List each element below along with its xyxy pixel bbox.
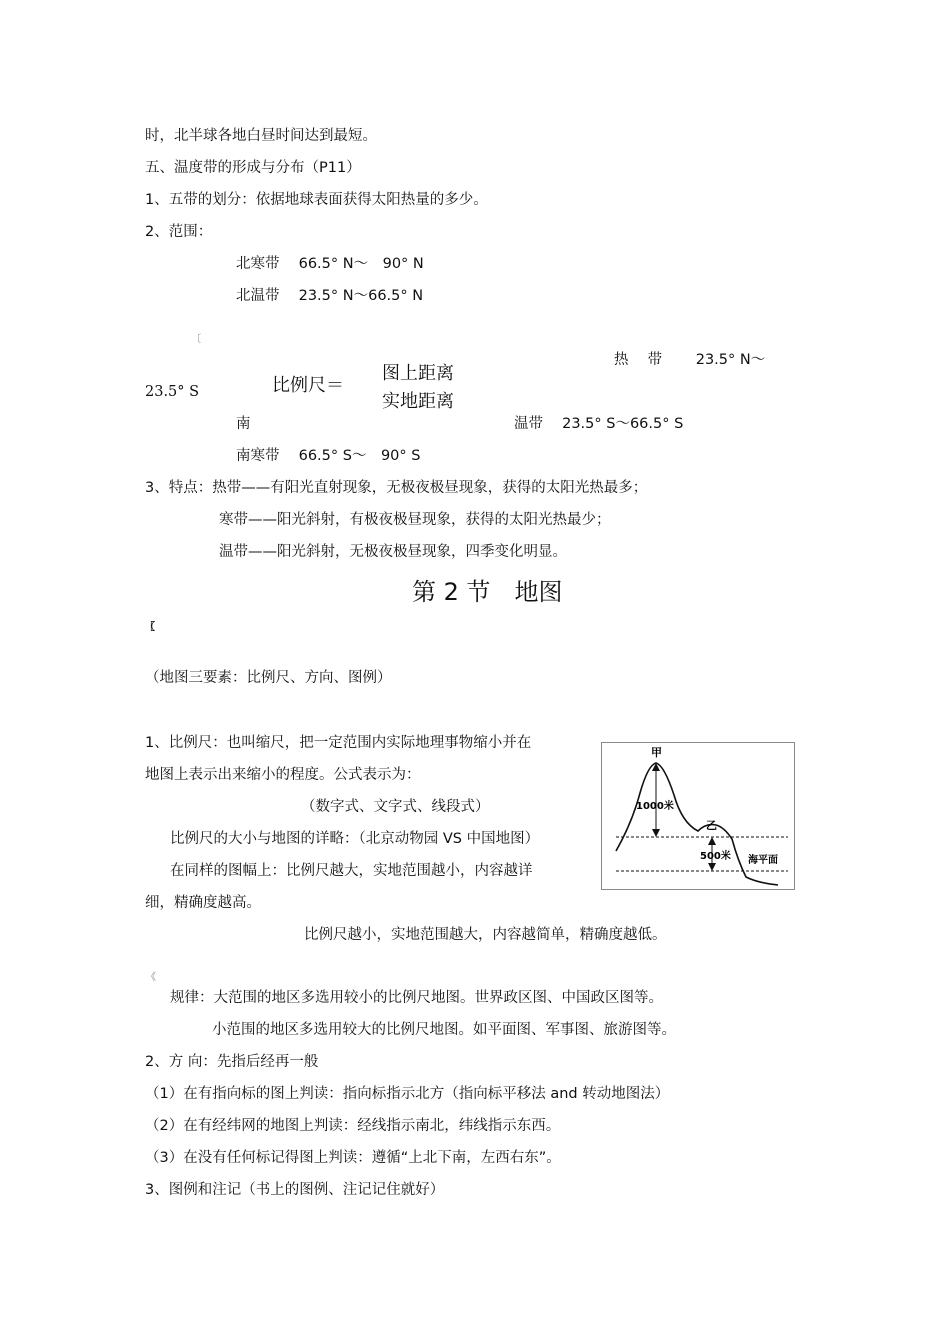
text-line: （3）在没有任何标记得图上判读：遵循“上北下南，左西右东”。: [145, 1150, 561, 1166]
text-line: 1、五带的划分：依据地球表面获得太阳热量的多少。: [145, 192, 488, 208]
text-line: 时，北半球各地白昼时间达到最短。: [145, 128, 377, 144]
text-line: 南: [236, 416, 251, 432]
text-line: 规律：大范围的地区多选用较小的比例尺地图。世界政区图、中国政区图等。: [170, 990, 663, 1006]
zone-south-temperate: 温带 23.5° S～66.5° S: [514, 416, 684, 432]
stray-mark: 《: [146, 972, 156, 983]
text-line: （2）在有经纬网的地图上判读：经线指示南北，纬线指示东西。: [145, 1118, 561, 1134]
text-line: 寒带——阳光斜射，有极夜极昼现象，获得的太阳光热最少；: [219, 512, 611, 528]
stray-mark: 〔: [191, 334, 201, 345]
text-line: 比例尺的大小与地图的详略：（北京动物园 VS 中国地图）: [170, 831, 540, 847]
zone-north-temperate: 北温带 23.5° N～66.5° N: [236, 288, 424, 304]
text-line: 2、方 向：先指后经再一般: [145, 1054, 319, 1070]
text-line: 地图上表示出来缩小的程度。公式表示为：: [145, 767, 421, 783]
zone-south-frigid: 南寒带 66.5° S～ 90° S: [236, 448, 421, 464]
text-line: （数字式、文字式、线段式）: [301, 799, 490, 815]
section-heading: 五、温度带的形成与分布（P11）: [145, 160, 361, 176]
text-line: （1）在有指向标的图上判读：指向标指示北方（指向标平移法 and 转动地图法）: [145, 1086, 670, 1102]
text-line: 小范围的地区多选用较大的比例尺地图。如平面图、军事图、旅游图等。: [212, 1022, 676, 1038]
height-a-label: 1000米: [636, 801, 674, 812]
zone-tropical: 热 带 23.5° N～: [614, 352, 766, 368]
stray-mark: 〖: [145, 622, 155, 633]
text-line: 1、比例尺：也叫缩尺，把一定范围内实际地理事物缩小并在: [145, 735, 532, 751]
sea-level-label: 海平面: [748, 855, 778, 866]
text-line: 比例尺越小，实地范围越大，内容越简单，精确度越低。: [304, 927, 667, 943]
elevation-diagram: [601, 742, 795, 890]
text-line: 2、范围：: [145, 224, 213, 240]
terrain-outline: [616, 763, 778, 885]
page-title: 第 2 节 地图: [412, 578, 563, 606]
peak-a-label: 甲: [651, 746, 662, 759]
text-line: 3、特点：热带——有阳光直射现象，无极夜极昼现象，获得的太阳光热最多；: [145, 480, 648, 496]
peak-b-label: 乙: [706, 819, 717, 832]
zone-north-frigid: 北寒带 66.5° N～ 90° N: [236, 256, 424, 272]
text-line: 3、图例和注记（书上的图例、注记记住就好）: [145, 1182, 445, 1198]
scale-formula-label: 比例尺＝: [272, 375, 344, 396]
text-line: 细，精确度越高。: [145, 895, 261, 911]
height-b-label: 500米: [700, 851, 731, 862]
zone-tropical-end: 23.5° S: [145, 384, 200, 400]
text-line: 在同样的图幅上：比例尺越大，实地范围越小，内容越详: [170, 863, 533, 879]
scale-formula-denominator: 实地距离: [382, 391, 454, 412]
elevation-diagram-svg: [602, 743, 794, 889]
text-line: 温带——阳光斜射，无极夜极昼现象，四季变化明显。: [219, 544, 567, 560]
scale-formula-numerator: 图上距离: [382, 363, 454, 384]
text-line: （地图三要素：比例尺、方向、图例）: [145, 670, 392, 686]
